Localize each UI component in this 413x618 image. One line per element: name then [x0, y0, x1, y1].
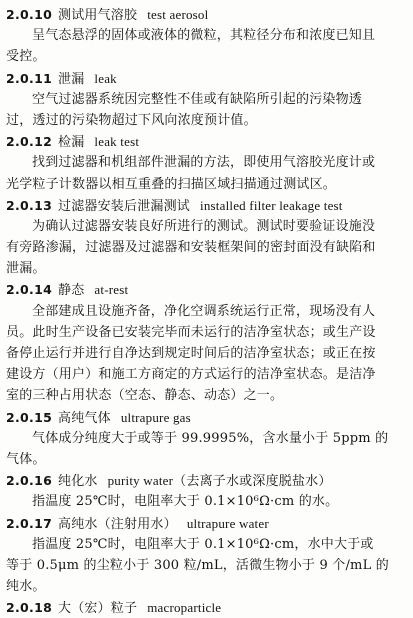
clause-entry: [6, 279, 405, 406]
clause-heading: [6, 513, 405, 534]
clause-number: 2.0.14: [6, 282, 53, 298]
clause-heading: [6, 470, 405, 491]
term-english: leak: [94, 70, 117, 86]
term-english: test aerosol: [147, 7, 209, 22]
clause-number: 2.0.13: [6, 197, 53, 213]
clause-entry: [6, 407, 405, 471]
definition-line: 过，透过的污染物超过下风向浓度预计值。: [6, 112, 257, 128]
term-chinese: 静态: [58, 283, 85, 299]
clause-number: 2.0.16: [6, 473, 53, 489]
definition-line: 员。此时生产设备已安装完毕而未运行的洁净室状态；或生产设: [6, 324, 376, 340]
term-chinese: 泄漏: [58, 71, 85, 87]
clause-entry: [6, 4, 405, 68]
definition-line: 纯水。: [6, 579, 46, 595]
term-english: ultrapure gas: [120, 409, 191, 425]
term-chinese: 过滤器安装后泄漏测试: [58, 198, 191, 214]
term-chinese: 高纯气体: [58, 410, 111, 426]
definition-line: 空气过滤器系统因完整性不佳或有缺陷所引起的污染物透: [32, 91, 363, 107]
clause-entry: [6, 68, 405, 132]
term-english: installed filter leakage test: [200, 197, 343, 213]
definition-line: 光学粒子计数器以相互重叠的扫描区域扫描通过测试区。: [6, 176, 337, 192]
definition-line: 建设方（用户）和施工方商定的方式运行的洁净室状态。是洁净: [6, 367, 376, 383]
definition-line: 受控。: [6, 49, 46, 65]
clause-heading: [6, 68, 405, 89]
clause-number: 2.0.10: [6, 7, 53, 22]
clause-entry: [6, 470, 405, 512]
definition-line: 呈气态悬浮的固体或液体的微粒，其粒径分布和浓度已知且: [32, 28, 376, 44]
definition-line: 找到过滤器和机组部件泄漏的方法，即使用气溶胶光度计或: [32, 155, 376, 171]
term-english: purity water（去离子水或深度脱盐水）: [107, 473, 332, 489]
clause-number: 2.0.17: [6, 515, 53, 531]
definition-line: 泄漏。: [6, 261, 46, 277]
definition-line: 指温度 25℃时，电阻率大于 0.1×10⁶Ω·cm 的水。: [32, 494, 339, 510]
clause-number: 2.0.15: [6, 409, 53, 425]
definition-line: 气体成分纯度大于或等于 99.9995%，含水量小于 5ppm 的: [32, 430, 389, 446]
clause-entry: [6, 195, 405, 280]
definition-line: 为确认过滤器安装良好所进行的测试。测试时要验证设施没: [32, 218, 376, 234]
clause-number: 2.0.11: [6, 70, 53, 86]
term-chinese: 纯化水: [58, 474, 98, 490]
clause-number: 2.0.18: [6, 600, 53, 616]
clause-entry: [6, 513, 405, 598]
clause-heading: [6, 195, 405, 216]
clause-heading: [6, 279, 405, 300]
clause-entry: [6, 597, 405, 618]
clause-heading: [6, 4, 405, 25]
term-chinese: 大（宏）粒子: [58, 601, 138, 617]
definition-line: 指温度 25℃时，电阻率大于 0.1×10⁶Ω·cm，水中大于或: [32, 536, 374, 552]
definition-line: 有旁路渗漏，过滤器及过滤器和安装框架间的密封面没有缺陷和: [6, 240, 376, 256]
term-english: leak test: [94, 134, 140, 150]
clause-heading: [6, 131, 405, 152]
clause-number: 2.0.12: [6, 134, 53, 150]
term-chinese: 测试用气溶胶: [58, 8, 138, 23]
term-english: ultrapure water: [186, 515, 269, 531]
term-english: macroparticle: [147, 600, 222, 616]
term-english: at-rest: [94, 282, 129, 298]
term-chinese: 检漏: [58, 135, 85, 151]
clause-heading: [6, 407, 405, 428]
clause-entry: [6, 131, 405, 195]
term-chinese: 高纯水（注射用水）: [58, 516, 177, 532]
definition-line: 备停止运行并进行自净达到规定时间后的洁净室状态；或正在按: [6, 346, 376, 361]
definition-line: 气体。: [6, 451, 46, 467]
clause-heading: [6, 597, 405, 618]
definition-line: 全部建成且设施齐备，净化空调系统运行正常，现场没有人: [32, 303, 376, 319]
definition-line: 等于 0.5μm 的尘粒小于 300 粒/mL，活微生物小于 9 个/mL 的: [6, 557, 389, 573]
definition-line: 室的三种占用状态（空态、静态、动态）之一。: [6, 388, 284, 404]
